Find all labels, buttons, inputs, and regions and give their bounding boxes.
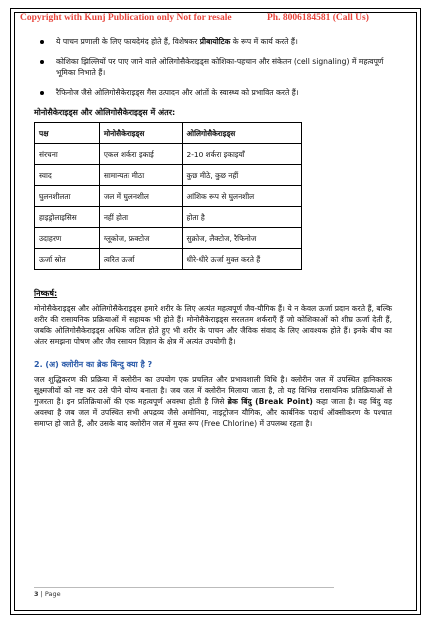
page-header bbox=[20, 13, 410, 23]
table-cell: एकल शर्करा इकाई bbox=[99, 144, 182, 165]
list-item bbox=[34, 56, 392, 78]
list-item bbox=[34, 87, 392, 98]
table-cell: होता है bbox=[182, 207, 301, 228]
answer-paragraph bbox=[34, 374, 392, 429]
table-header-cell: पक्ष bbox=[35, 123, 100, 144]
table-cell: उदाहरण bbox=[35, 228, 100, 249]
table-cell: संरचना bbox=[35, 144, 100, 165]
table-cell: कुछ मीठे, कुछ नहीं bbox=[182, 165, 301, 186]
table-cell: सुक्रोज, लैक्टोज, रैफिनोज bbox=[182, 228, 301, 249]
table-row bbox=[35, 165, 302, 186]
table-row bbox=[35, 186, 302, 207]
bullet-dot-icon bbox=[40, 60, 44, 64]
bullet-text: रैफिनोज जैसे ओलिगोसैकेराइड्स गैस उत्पादन और आंतों के स्वास्थ्य को प्रभावित करते हैं। bbox=[56, 88, 299, 97]
conclusion-heading: निष्कर्ष: bbox=[34, 289, 58, 298]
bullet-text-end: के रूप में कार्य करते हैं। bbox=[230, 37, 298, 46]
list-item bbox=[34, 36, 392, 47]
copyright-notice: Copyright with Kunj Publication only Not for resale bbox=[20, 13, 232, 23]
bullet-text: ये पाचन प्रणाली के लिए फायदेमंद होते हैं, विशेषकर bbox=[56, 37, 200, 46]
bullet-dot-icon bbox=[40, 40, 44, 44]
table-header-row bbox=[35, 123, 302, 144]
bullet-dot-icon bbox=[40, 91, 44, 95]
table-cell: 2-10 शर्करा इकाइयाँ bbox=[182, 144, 301, 165]
table-row bbox=[35, 207, 302, 228]
table-cell: जल में घुलनशील bbox=[99, 186, 182, 207]
table-cell: ग्लूकोज, फ्रक्टोज bbox=[99, 228, 182, 249]
page-number: 3 bbox=[34, 590, 39, 598]
table-cell: सामान्यतः मीठा bbox=[99, 165, 182, 186]
page-content bbox=[34, 36, 392, 429]
table-title: मोनोसैकेराइड्स और ओलिगोसैकेराइड्स में अंतर: bbox=[34, 108, 176, 117]
answer-bold-term: ब्रेक बिंदु (Break Point) bbox=[227, 397, 313, 406]
table-row bbox=[35, 144, 302, 165]
question-heading: 2. (अ) क्लोरीन का ब्रेक बिन्दु क्या है ? bbox=[34, 360, 153, 369]
page-label: Page bbox=[44, 590, 61, 598]
table-cell: हाइड्रोलाइसिस bbox=[35, 207, 100, 228]
bullet-bold-text: प्रीबायोटिक bbox=[199, 37, 231, 46]
table-cell: त्वरित ऊर्जा bbox=[99, 249, 182, 270]
answer-text: जल शुद्धिकरण की प्रक्रिया में क्लोरीन का उपयोग एक प्रचलित और प्रभावशाली विधि है। क्लोरीन जल में उपस्थित हानिकारक सूक्ष्मजीवों को नष्ट कर उसे पीने योग्य बनाता है। जब जल में क्लोरीन मिलाया जाता है, तो यह विभिन्न रासायनिक प्रतिक्रियाओं से गुजरता है। इन प्रतिक्रियाओं की एक महत्वपूर्ण अवस्था होती है जिसे bbox=[34, 375, 392, 406]
table-cell: नहीं होता bbox=[99, 207, 182, 228]
bullet-list bbox=[34, 36, 392, 98]
page-footer: 3 | Page bbox=[34, 590, 61, 598]
table-cell: आंशिक रूप से घुलनशील bbox=[182, 186, 301, 207]
conclusion-paragraph: मोनोसैकेराइड्स और ओलिगोसैकेराइड्स हमारे शरीर के लिए अत्यंत महत्वपूर्ण जैव-यौगिक हैं। ये न केवल ऊर्जा प्रदान करते हैं, बल्कि शरीर की रासायनिक प्रक्रियाओं में सहायक भी होते हैं। मोनोसैकेराइड्स सरलतम शर्कराएँ हैं जो कोशिकाओं को शीघ्र ऊर्जा देती हैं, जबकि ओलिगोसैकेराइड्स अधिक जटिल होते हुए भी शरीर के पाचन और जैविक संवाद के लिए आवश्यक होते हैं। इनके बीच का अंतर समझना पोषण और जैव रसायन विज्ञान के क्षेत्र में अत्यंत उपयोगी है। bbox=[34, 304, 392, 346]
table-row bbox=[35, 228, 302, 249]
table-cell: स्वाद bbox=[35, 165, 100, 186]
table-cell: धीरे-धीरे ऊर्जा मुक्त करते हैं bbox=[182, 249, 301, 270]
table-cell: ऊर्जा स्रोत bbox=[35, 249, 100, 270]
bullet-text: कोशिका झिल्लियों पर पाए जाने वाले ओलिगोसैकेराइड्स कोशिका-पहचान और संकेतन (cell signaling) में महत्वपूर्ण भूमिका निभाते हैं। bbox=[56, 57, 384, 77]
table-cell: घुलनशीलता bbox=[35, 186, 100, 207]
footer-divider bbox=[34, 587, 334, 588]
contact-phone: Ph. 8006184581 (Call Us) bbox=[267, 13, 369, 23]
comparison-table bbox=[34, 122, 302, 270]
table-header-cell: ओलिगोसैकेराइड्स bbox=[182, 123, 301, 144]
answer-text-end: कहा जाता है। यह बिंदु वह अवस्था है जब जल में उपस्थित सभी अपद्रव्य जैसे अमोनिया, नाइट्रोजन यौगिक, और कार्बनिक पदार्थ ऑक्सीकरण के पश्चात समाप्त हो जाते हैं, और उसके बाद क्लोरीन जल में मुक्त रूप (Free Chlorine) में उपलब्ध रहता है। bbox=[34, 397, 392, 428]
table-row bbox=[35, 249, 302, 270]
table-header-cell: मोनोसैकेराइड्स bbox=[99, 123, 182, 144]
